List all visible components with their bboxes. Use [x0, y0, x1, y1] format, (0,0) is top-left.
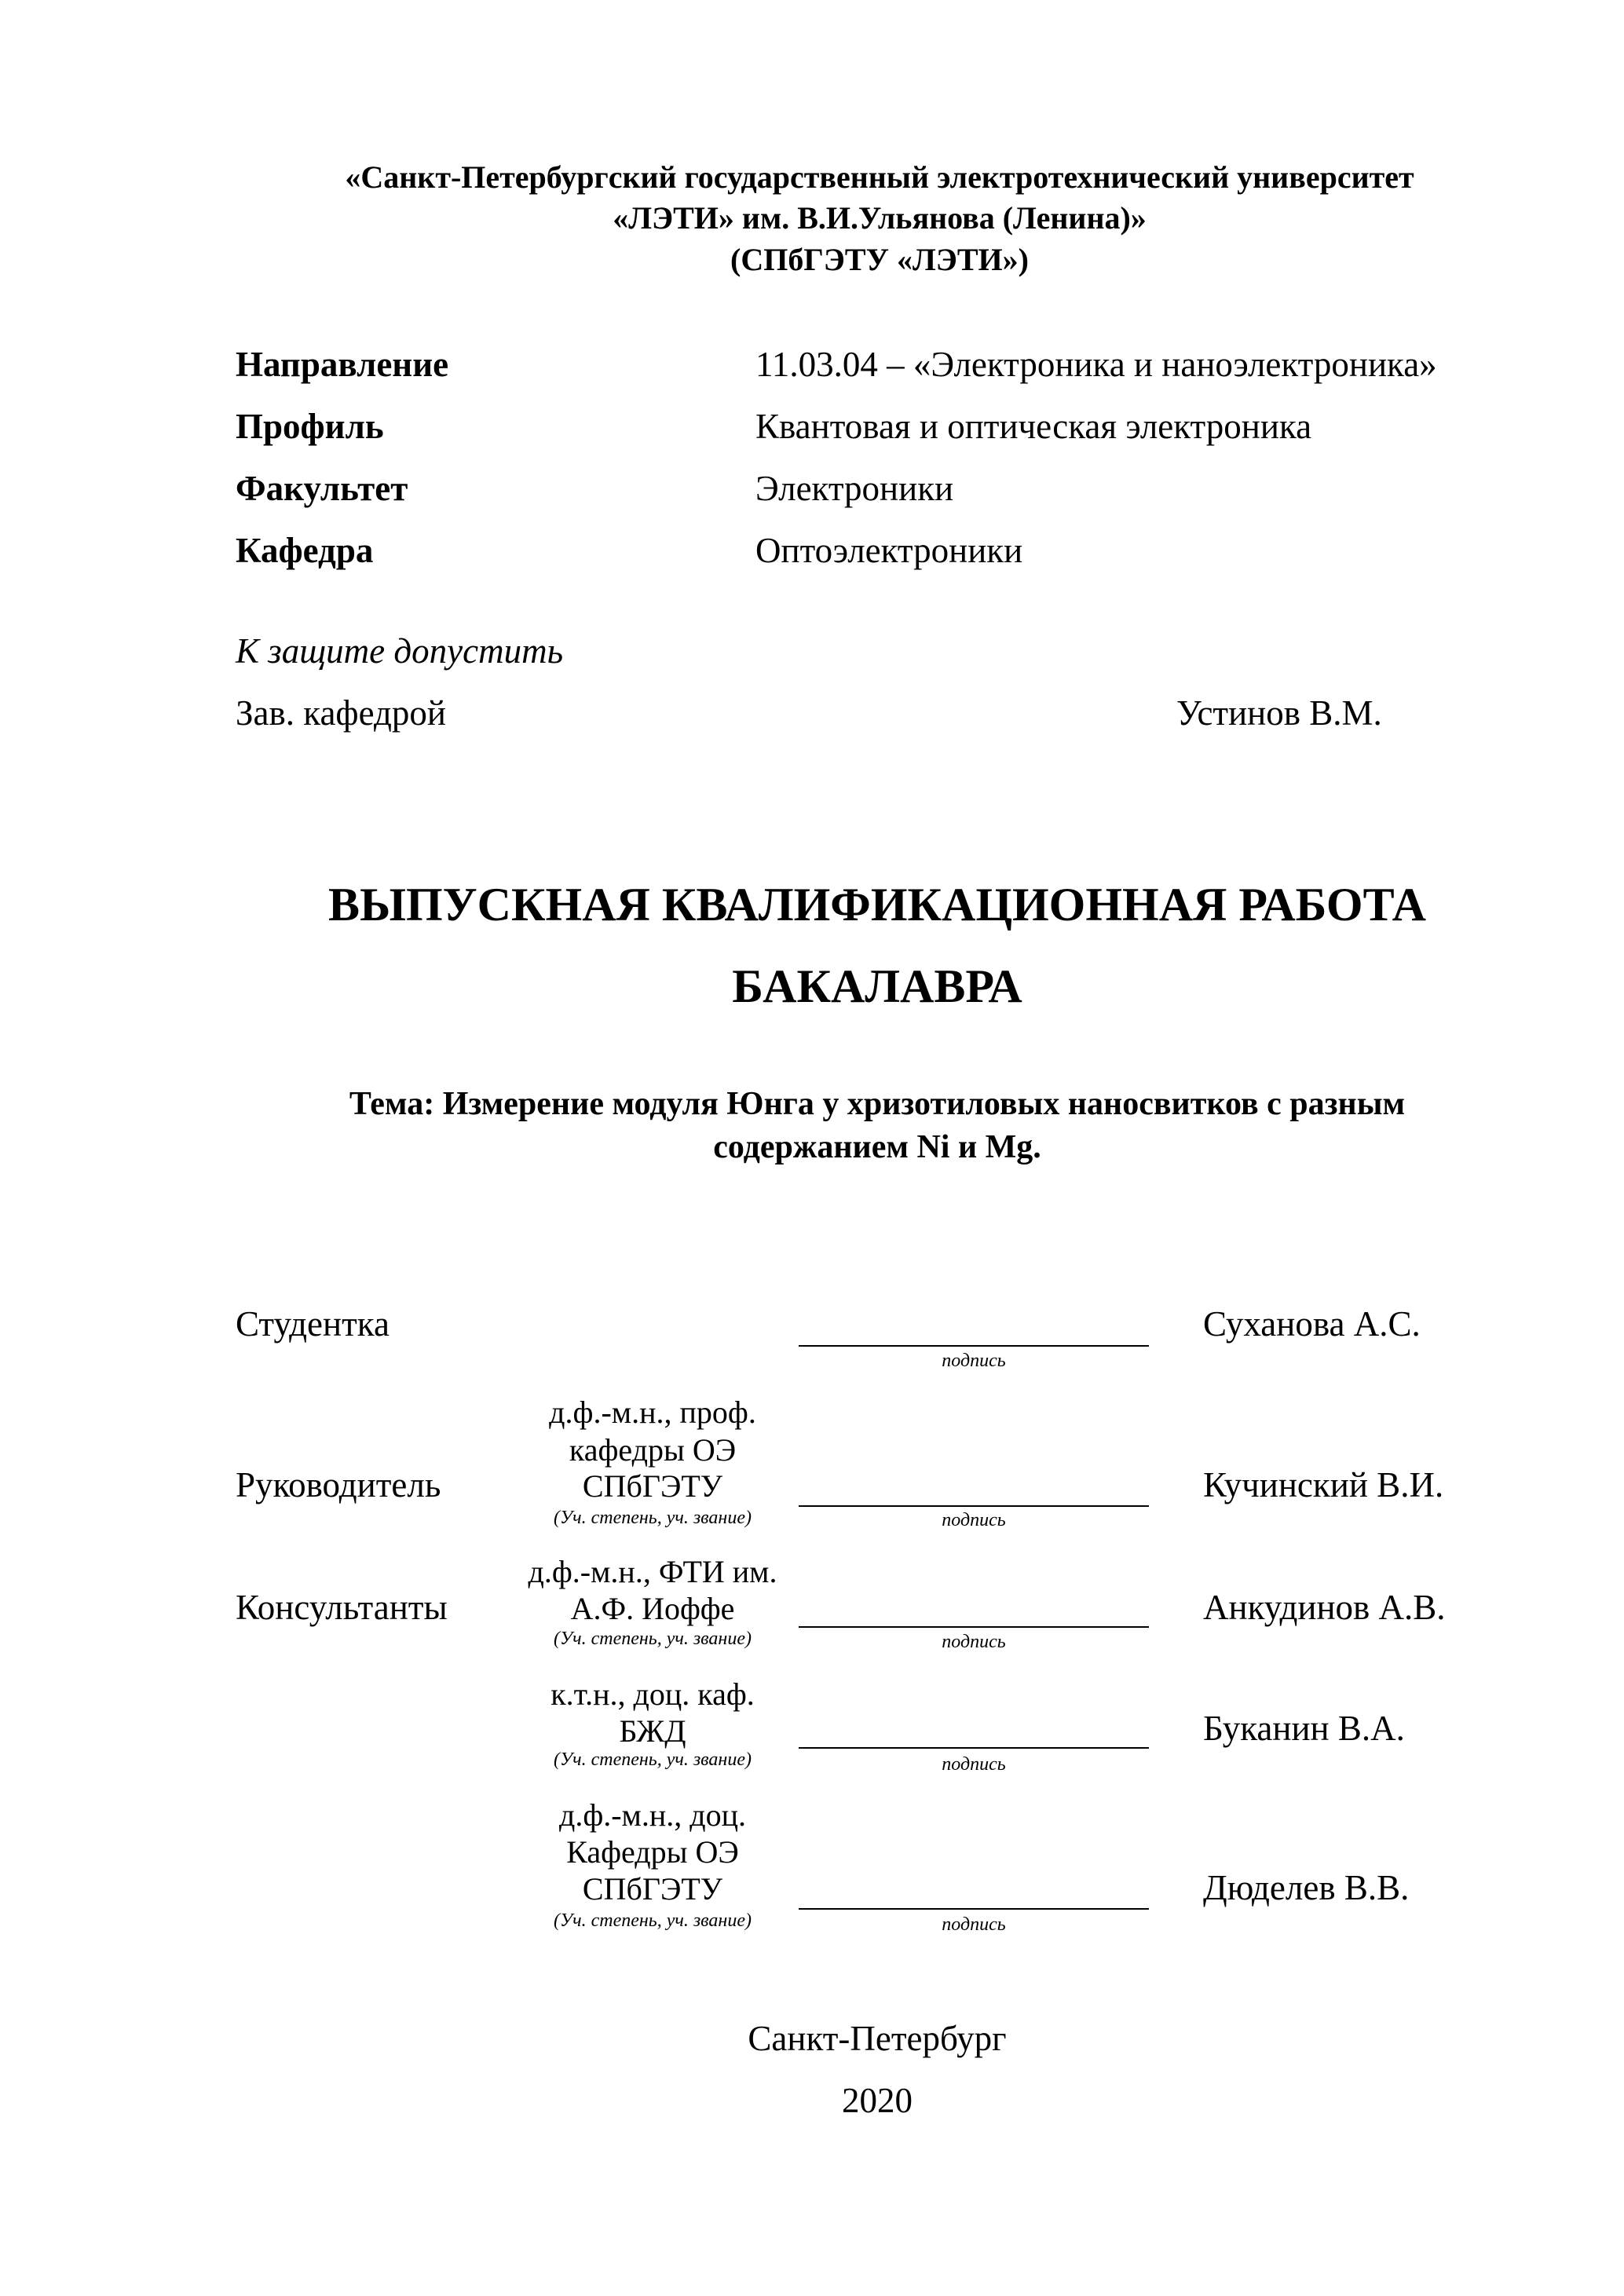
signature-caption: подпись	[942, 1914, 1006, 1935]
topic-line2: содержанием Ni и Mg.	[713, 1129, 1041, 1165]
degree-caption: (Уч. степень, уч. звание)	[554, 1629, 752, 1649]
university-name-line2: «ЛЭТИ» им. В.И.Ульянова (Ленина)»	[613, 200, 1147, 236]
signatory-degree-line: Кафедры ОЭ	[566, 1834, 739, 1870]
info-value-department: Оптоэлектроники	[755, 531, 1023, 570]
approval-name: Устинов В.М.	[1176, 693, 1382, 733]
signatory-degree-line: СПбГЭТУ	[582, 1468, 723, 1504]
signatory-name: Суханова А.С.	[1203, 1304, 1421, 1344]
info-value-profile: Квантовая и оптическая электроника	[755, 407, 1312, 446]
signatory-role-supervisor: Руководитель	[236, 1465, 441, 1504]
signature-caption: подпись	[942, 1632, 1006, 1652]
info-label-faculty: Факультет	[236, 469, 408, 508]
signature-line	[799, 1626, 1149, 1628]
document-title-line1: ВЫПУСКНАЯ КВАЛИФИКАЦИОННАЯ РАБОТА	[328, 879, 1426, 930]
degree-caption: (Уч. степень, уч. звание)	[554, 1749, 752, 1770]
signatory-name: Буканин В.А.	[1203, 1709, 1405, 1748]
signature-caption: подпись	[942, 1510, 1006, 1530]
signatory-degree-line: БЖД	[619, 1713, 686, 1749]
signatory-degree-line: д.ф.-м.н., ФТИ им.	[528, 1554, 777, 1589]
footer-year: 2020	[842, 2081, 913, 2120]
signature-line	[799, 1908, 1149, 1910]
signatory-role-consultants: Консультанты	[236, 1588, 448, 1627]
signature-caption: подпись	[942, 1351, 1006, 1371]
university-abbr: (СПбГЭТУ «ЛЭТИ»)	[730, 242, 1029, 277]
degree-caption: (Уч. степень, уч. звание)	[554, 1508, 752, 1528]
signature-line	[799, 1505, 1149, 1507]
info-label-profile: Профиль	[236, 407, 384, 446]
info-value-faculty: Электроники	[755, 469, 954, 508]
university-name-line1: «Санкт-Петербургский государственный электротехнический университет	[345, 159, 1414, 195]
signatory-role-student: Студентка	[236, 1304, 390, 1344]
signatory-name: Дюделев В.В.	[1203, 1868, 1410, 1907]
topic-line1: Тема: Измерение модуля Юнга у хризотиловых наносвитков с разным	[349, 1086, 1406, 1122]
footer-city: Санкт-Петербург	[748, 2019, 1007, 2058]
approval-caption: К защите допустить	[236, 631, 564, 671]
signatory-degree-line: СПбГЭТУ	[582, 1871, 723, 1907]
document-title-line2: БАКАЛАВРА	[732, 960, 1022, 1012]
approval-role: Зав. кафедрой	[236, 693, 446, 733]
signatory-degree-line: А.Ф. Иоффе	[570, 1591, 735, 1626]
signatory-degree-line: кафедры ОЭ	[569, 1432, 737, 1468]
info-label-department: Кафедра	[236, 531, 374, 570]
signature-caption: подпись	[942, 1754, 1006, 1775]
signatory-name: Анкудинов А.В.	[1203, 1588, 1446, 1627]
signatory-degree-line: д.ф.-м.н., доц.	[558, 1797, 747, 1833]
signatory-degree-line: к.т.н., доц. каф.	[550, 1676, 755, 1712]
signature-line	[799, 1747, 1149, 1749]
info-label-direction: Направление	[236, 345, 449, 384]
signatory-name: Кучинский В.И.	[1203, 1465, 1444, 1504]
signatory-degree-line: д.ф.-м.н., проф.	[549, 1395, 756, 1430]
degree-caption: (Уч. степень, уч. звание)	[554, 1910, 752, 1931]
signature-line	[799, 1345, 1149, 1347]
info-value-direction: 11.03.04 – «Электроника и наноэлектроника»	[755, 345, 1437, 384]
